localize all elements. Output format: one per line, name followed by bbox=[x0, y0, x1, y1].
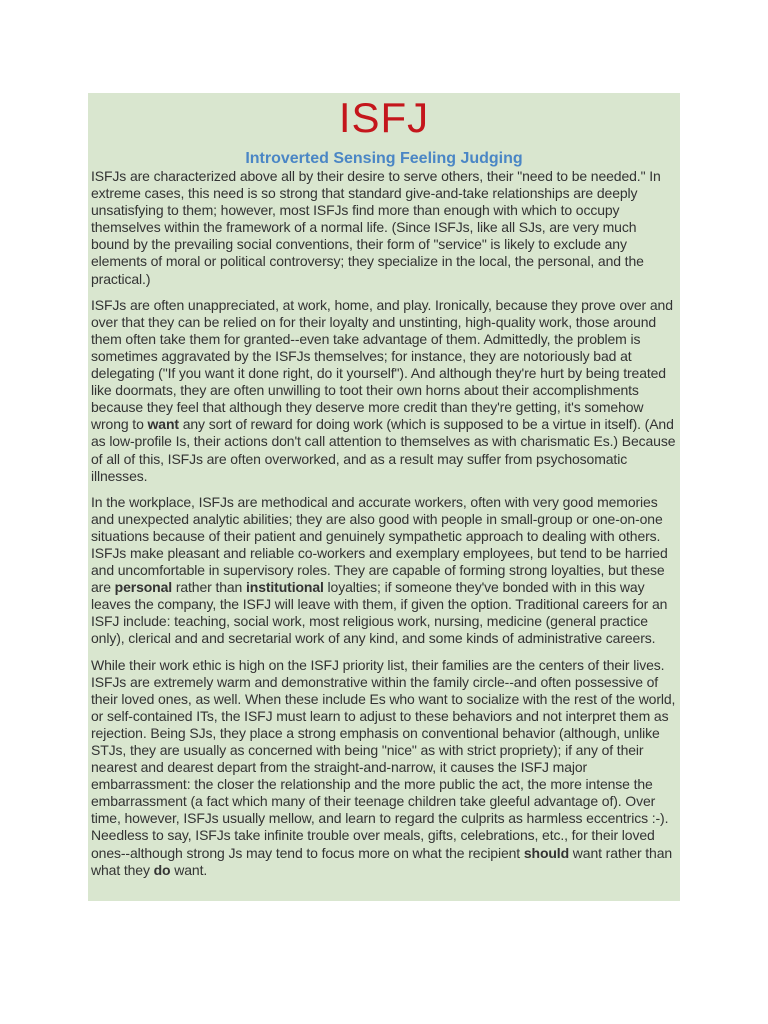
paragraph-4-text-a: While their work ethic is high on the ISFJ priority list, their families are the centers of their lives. ISFJs are extremely warm and demonstrative within the family circle--and often possessive of their loved ones, as well. When these include Es who want to socialize with the rest of the world, or self-contained ITs, the ISFJ must learn to adjust to these behaviors and not interpret them as rejection. Being SJs, they place a strong emphasis on conventional behavior (although, unlike STJs, they are usually as concerned with being "nice" as with strict propriety); if any of their nearest and dearest depart from the straight-and-narrow, it causes the ISFJ major embarrassment: the closer the relationship and the more public the act, the more intense the embarrassment (a fact which many of their teenage children take gleeful advantage of). Over time, however, ISFJs usually mellow, and learn to regard the culprits as harmless eccentrics :-). Needless to say, ISFJs take infinite trouble over meals, gifts, celebrations, etc., for their loved ones--although strong Js may tend to focus more on what the recipient bbox=[91, 656, 676, 861]
document-panel bbox=[88, 93, 680, 901]
paragraph-4 bbox=[91, 657, 677, 879]
paragraph-3-text-c: rather than bbox=[172, 579, 246, 596]
emphasis-want: want bbox=[147, 416, 179, 433]
paragraph-2 bbox=[91, 297, 677, 485]
emphasis-should: should bbox=[523, 844, 570, 861]
paragraph-3 bbox=[91, 494, 677, 648]
emphasis-do: do bbox=[153, 861, 171, 878]
page-subtitle: Introverted Sensing Feeling Judging bbox=[245, 150, 523, 167]
paragraph-3-text-d: loyalties; if someone they've bonded with in this way leaves the company, the ISFJ will leave with them, if given the option. Traditional careers for an ISFJ include: teaching, social work, most religious work, nursing, medicine (general practice only), clerical and and secretarial work of any kind, and some kinds of administrative careers. bbox=[91, 579, 668, 647]
paragraph-4-text-d: want. bbox=[170, 861, 208, 878]
paragraph-3-text-a: In the workplace, ISFJs are methodical and accurate workers, often with very good memories and unexpected analytic abilities; they are also good with people in small-group or one-on-one situations because of their patient and genuinely sympathetic approach to dealing with others. ISFJs make pleasant and reliable co-workers and exemplary employees, but tend to be harried and uncomfortable in supervisory roles. They are capable of forming strong loyalties, but these are bbox=[91, 493, 668, 596]
paragraph-4-text-c: want rather than what they bbox=[91, 844, 673, 878]
paragraph-2-text-c: any sort of reward for doing work (which is supposed to be a virtue in itself). (And as low-profile Is, their actions don't call attention to themselves as with charismatic Es.) Because of all of this, ISFJs are often overworked, and as a result may suffer from psychosomatic illnesses. bbox=[91, 416, 676, 484]
page-title: ISFJ bbox=[338, 94, 430, 141]
emphasis-personal: personal bbox=[114, 579, 173, 596]
paragraph-1-text: ISFJs are characterized above all by their desire to serve others, their "need to be needed." In extreme cases, this need is so strong that standard give-and-take relationships are deeply unsatisfying to them; however, most ISFJs find more than enough with which to occupy themselves within the framework of a normal life. (Since ISFJs, like all SJs, are very much bound by the prevailing social conventions, their form of "service" is likely to exclude any elements of moral or political controversy; they specialize in the local, the personal, and the practical.) bbox=[91, 168, 661, 287]
emphasis-institutional: institutional bbox=[246, 579, 324, 596]
paragraph-2-text-a: ISFJs are often unappreciated, at work, home, and play. Ironically, because they prove over and over that they can be relied on for their loyalty and unstinting, high-quality work, those around them often take them for granted--even take advantage of them. Admittedly, the problem is sometimes aggravated by the ISFJs themselves; for instance, they are notoriously bad at delegating ("If you want it done right, do it yourself"). And although they're hurt by being treated like doormats, they are often unwilling to toot their own horns about their accomplishments because they feel that although they deserve more credit than they're getting, it's somehow wrong to bbox=[91, 296, 673, 433]
paragraph-1 bbox=[91, 168, 677, 288]
